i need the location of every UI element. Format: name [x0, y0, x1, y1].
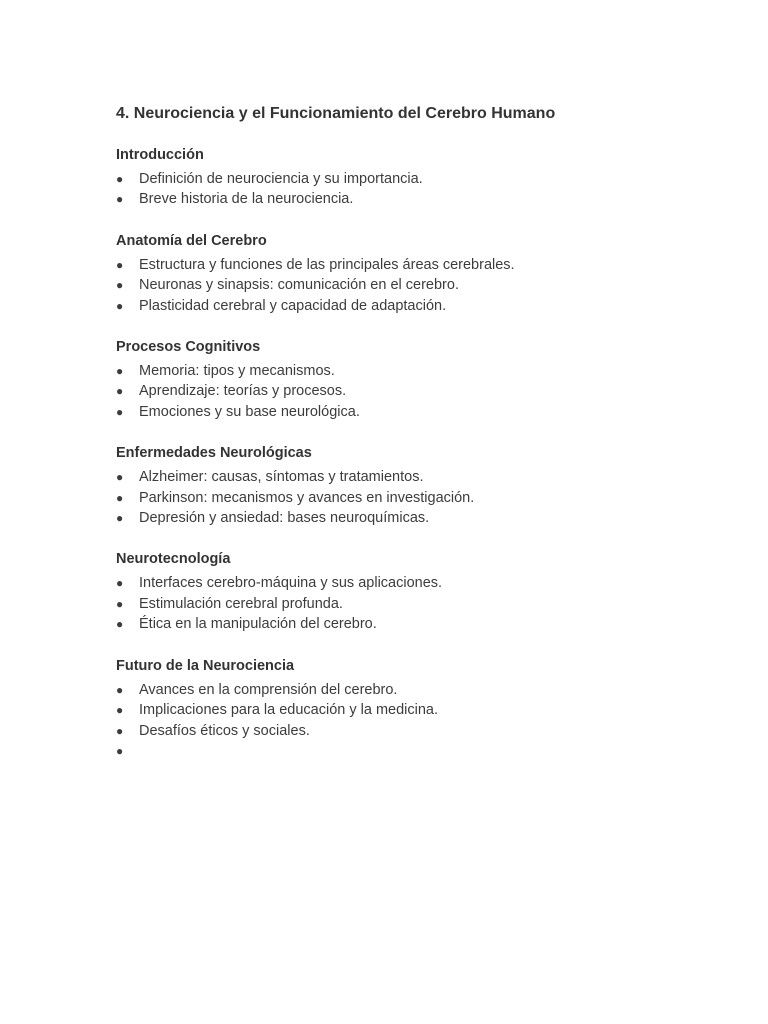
bullet-icon: ● [116, 257, 124, 272]
list-item-text: Memoria: tipos y mecanismos. [139, 363, 335, 380]
list-item-text: Desafíos éticos y sociales. [139, 722, 310, 739]
list-item-text: Avances en la comprensión del cerebro. [139, 681, 398, 698]
bullet-icon: ● [116, 278, 124, 293]
bullet-icon: ● [116, 596, 124, 611]
bullet-icon: ● [116, 743, 124, 758]
section-heading: Enfermedades Neurológicas [116, 445, 312, 462]
list-item-text: Estimulación cerebral profunda. [139, 595, 343, 612]
bullet-icon: ● [116, 470, 124, 485]
list-item [116, 488, 736, 508]
bullet-icon: ● [116, 404, 124, 419]
list-item-text: Definición de neurociencia y su importancia. [139, 171, 423, 187]
document-section [116, 146, 736, 210]
list-item [116, 573, 736, 593]
list-item-text: Implicaciones para la educación y la medicina. [139, 702, 439, 719]
bullet-icon: ● [116, 490, 124, 505]
document-title: 4. Neurociencia y el Funcionamiento del Cerebro Humano [116, 105, 556, 122]
list-item-text: Alzheimer: causas, síntomas y tratamientos. [139, 469, 424, 486]
list-item [116, 594, 736, 614]
bullet-list [116, 467, 736, 528]
bullet-icon: ● [116, 617, 124, 632]
list-item [116, 508, 736, 528]
list-item-text: Parkinson: mecanismos y avances en investigación. [139, 489, 475, 506]
section-heading: Anatomía del Cerebro [116, 232, 267, 249]
bullet-list [116, 680, 736, 762]
list-item [116, 614, 736, 634]
section-heading: Neurotecnología [116, 551, 231, 568]
list-item [116, 721, 736, 741]
list-item-text: Emociones y su base neurológica. [139, 403, 360, 420]
document-section [116, 657, 736, 762]
section-heading: Introducción [116, 147, 204, 163]
list-item [116, 255, 736, 275]
list-item-text: Interfaces cerebro-máquina y sus aplicaciones. [139, 575, 443, 592]
bullet-icon: ● [116, 511, 124, 526]
list-item [116, 467, 736, 487]
section-list [116, 146, 736, 761]
list-item [116, 700, 736, 720]
list-item [116, 169, 736, 189]
list-item [116, 381, 736, 401]
document-section [116, 444, 736, 528]
document-section [116, 232, 736, 316]
list-item [116, 361, 736, 381]
section-heading: Futuro de la Neurociencia [116, 657, 295, 674]
bullet-list [116, 255, 736, 316]
bullet-icon: ● [116, 172, 124, 186]
bullet-list [116, 361, 736, 422]
list-item-text: Ética en la manipulación del cerebro. [139, 616, 377, 633]
bullet-icon: ● [116, 576, 124, 591]
bullet-icon: ● [116, 192, 124, 207]
list-item-text: Depresión y ansiedad: bases neuroquímicas. [139, 510, 430, 527]
list-item [116, 680, 736, 700]
list-item-text: Breve historia de la neurociencia. [139, 191, 354, 208]
bullet-icon: ● [116, 298, 124, 313]
document-section [116, 338, 736, 422]
bullet-icon: ● [116, 384, 124, 399]
section-heading: Procesos Cognitivos [116, 339, 261, 356]
list-item-text: Plasticidad cerebral y capacidad de adaptación. [139, 297, 447, 314]
document-page [116, 103, 736, 761]
document-section [116, 550, 736, 634]
list-item [116, 296, 736, 316]
bullet-list [116, 573, 736, 634]
list-item-text: Estructura y funciones de las principales áreas cerebrales. [139, 256, 515, 273]
list-item-text: Neuronas y sinapsis: comunicación en el cerebro. [139, 277, 459, 294]
bullet-icon: ● [116, 682, 124, 697]
list-item [116, 741, 736, 761]
bullet-list [116, 169, 736, 210]
list-item [116, 402, 736, 422]
list-item-text: Aprendizaje: teorías y procesos. [139, 383, 347, 400]
bullet-icon: ● [116, 723, 124, 738]
list-item [116, 275, 736, 295]
list-item [116, 189, 736, 209]
bullet-icon: ● [116, 364, 124, 379]
bullet-icon: ● [116, 703, 124, 718]
